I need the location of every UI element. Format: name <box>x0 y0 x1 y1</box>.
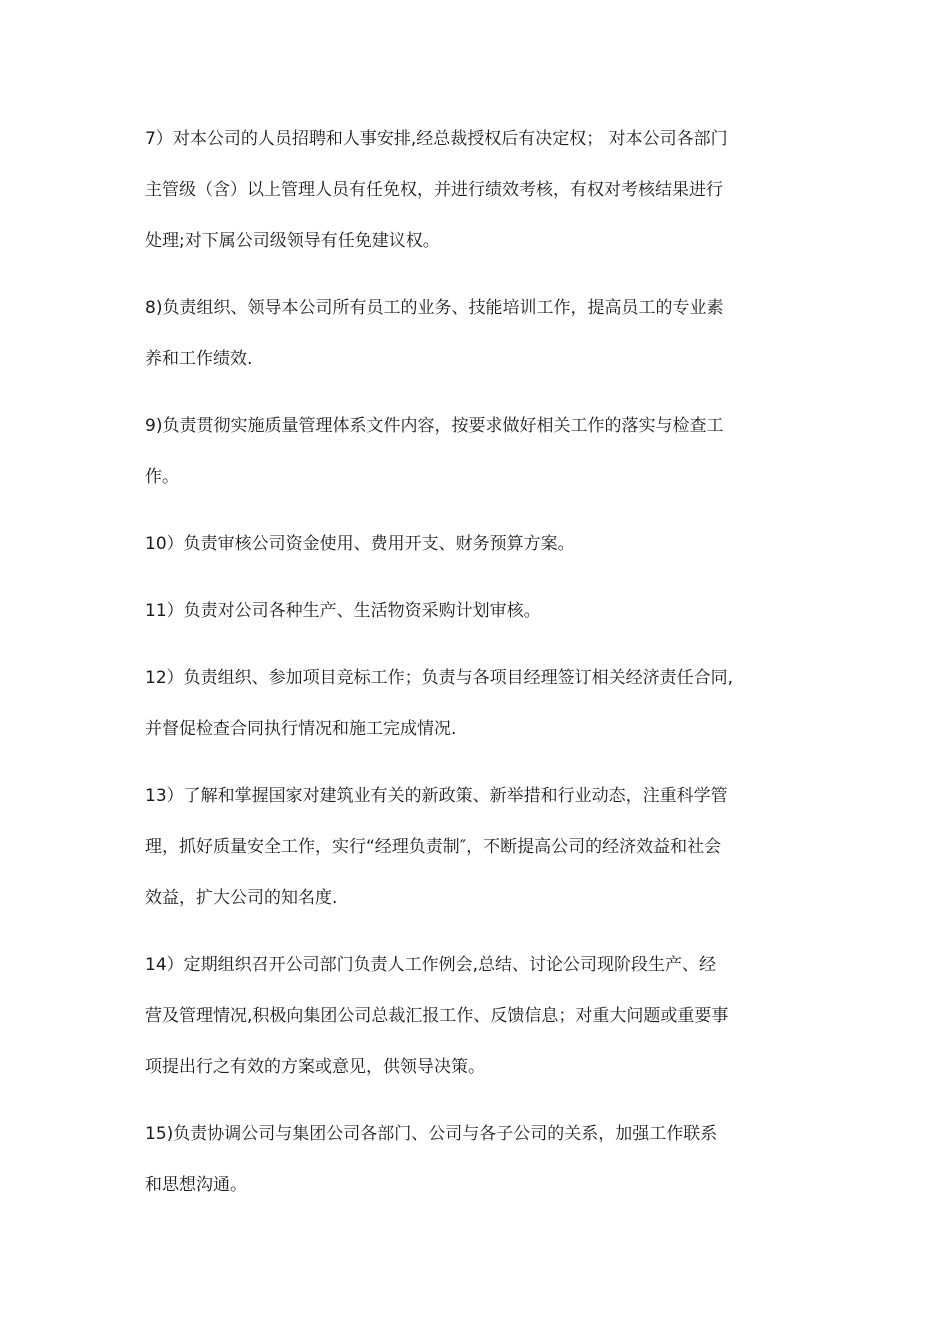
paragraph-line: 8)负责组织、领导本公司所有员工的业务、技能培训工作，提高员工的专业素 <box>145 298 724 318</box>
paragraph-line: 9)负责贯彻实施质量管理体系文件内容，按要求做好相关工作的落实与检查工 <box>145 416 724 436</box>
paragraph-10 <box>145 519 813 570</box>
paragraph-14 <box>145 940 813 1093</box>
paragraph-8 <box>145 283 813 385</box>
paragraph-line: 15)负责协调公司与集团公司各部门、公司与各子公司的关系，加强工作联系 <box>145 1124 718 1144</box>
paragraph-line: 11）负责对公司各种生产、生活物资采购计划审核。 <box>145 601 541 621</box>
paragraph-12 <box>145 653 813 755</box>
paragraph-7 <box>145 114 813 267</box>
paragraph-line: 主管级（含）以上管理人员有任免权，并进行绩效考核，有权对考核结果进行 <box>145 180 723 200</box>
paragraph-line: 理，抓好质量安全工作，实行“经理负责制″，不断提高公司的经济效益和社会 <box>145 837 722 857</box>
paragraph-9 <box>145 401 813 503</box>
paragraph-line: 并督促检查合同执行情况和施工完成情况. <box>145 719 457 739</box>
paragraph-11 <box>145 586 813 637</box>
paragraph-line: 7）对本公司的人员招聘和人事安排,经总裁授权后有决定权； 对本公司各部门 <box>145 129 728 149</box>
paragraph-line: 作。 <box>145 467 179 487</box>
paragraph-line: 处理;对下属公司级领导有任免建议权。 <box>145 231 440 251</box>
paragraph-line: 13）了解和掌握国家对建筑业有关的新政策、新举措和行业动态，注重科学管 <box>145 786 728 806</box>
paragraph-line: 项提出行之有效的方案或意见，供领导决策。 <box>145 1057 485 1077</box>
paragraph-line: 14）定期组织召开公司部门负责人工作例会,总结、讨论公司现阶段生产、经 <box>145 955 717 975</box>
paragraph-line: 10）负责审核公司资金使用、费用开支、财务预算方案。 <box>145 534 575 554</box>
paragraph-line: 效益，扩大公司的知名度. <box>145 888 338 908</box>
document-body <box>145 114 813 1227</box>
paragraph-line: 12）负责组织、参加项目竞标工作；负责与各项目经理签订相关经济责任合同, <box>145 668 734 688</box>
paragraph-line: 养和工作绩效. <box>145 349 253 369</box>
paragraph-line: 和思想沟通。 <box>145 1175 247 1195</box>
paragraph-15 <box>145 1109 813 1211</box>
paragraph-13 <box>145 771 813 924</box>
paragraph-line: 营及管理情况,积极向集团公司总裁汇报工作、反馈信息；对重大问题或重要事 <box>145 1006 729 1026</box>
